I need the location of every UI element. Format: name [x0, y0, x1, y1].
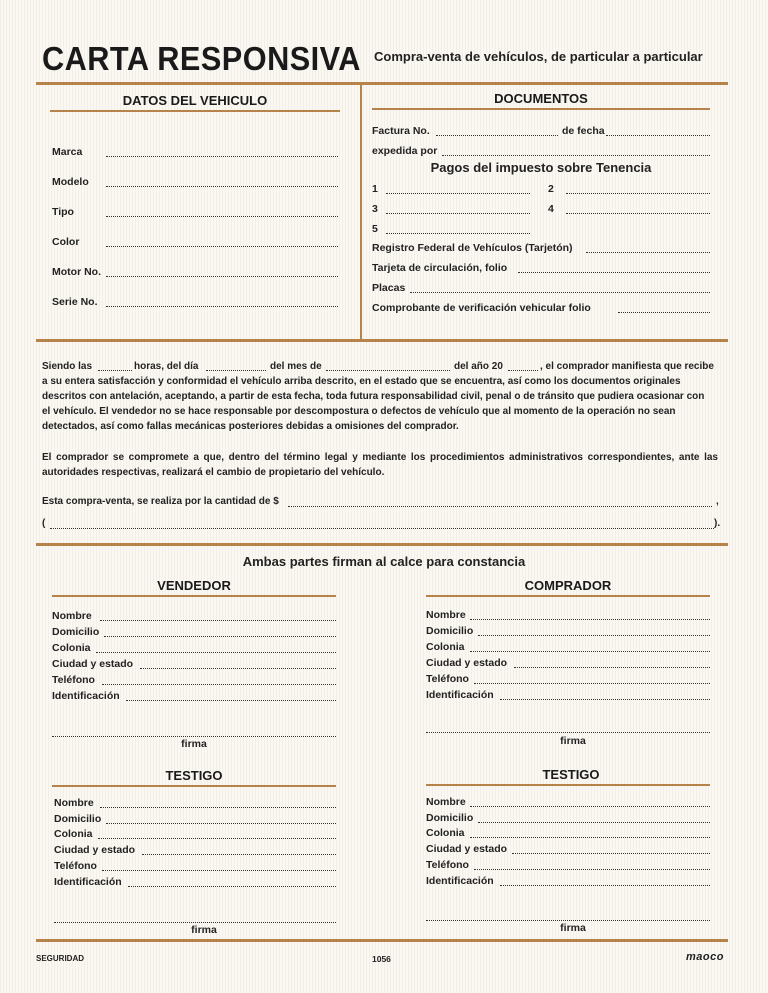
- comma: ,: [716, 496, 719, 507]
- registro-line[interactable]: [586, 244, 710, 253]
- top-rule: [36, 82, 728, 85]
- tarjeta-line[interactable]: [518, 264, 710, 273]
- testigo1-nombre-line[interactable]: [100, 799, 336, 808]
- testigo1-identificacion-line[interactable]: [128, 878, 336, 887]
- tenencia-num: 1: [372, 183, 378, 195]
- testigo2-nombre-label: Nombre: [426, 796, 466, 808]
- expedida-label: expedida por: [372, 145, 438, 157]
- vendedor-nombre-line[interactable]: [100, 612, 336, 621]
- testigo1-telefono-label: Teléfono: [54, 860, 97, 872]
- field-line-color[interactable]: [106, 238, 338, 247]
- recibe-text: , el comprador manifiesta que recibe: [540, 361, 714, 372]
- security-brand: SEGURIDAD: [36, 954, 85, 963]
- horas-line[interactable]: [98, 362, 132, 371]
- factura-line[interactable]: [436, 127, 558, 136]
- comprador-colonia-line[interactable]: [470, 643, 710, 652]
- field-label-tipo: Tipo: [52, 206, 74, 218]
- fecha-line[interactable]: [606, 127, 710, 136]
- comprador-heading: COMPRADOR: [524, 578, 612, 593]
- column-divider: [360, 84, 362, 340]
- body-line: detectados, así como fallas mecánicas posteriores debidas a omisiones del comprador.: [42, 421, 459, 432]
- heading-underline: [52, 785, 336, 787]
- vendedor-heading: VENDEDOR: [157, 578, 231, 593]
- comprador-identificacion-line[interactable]: [500, 691, 710, 700]
- factura-label: Factura No.: [372, 125, 430, 137]
- tenencia-num: 3: [372, 203, 378, 215]
- testigo1-firma-line[interactable]: [54, 914, 336, 923]
- comprador-telefono-line[interactable]: [474, 675, 710, 684]
- vendedor-colonia-line[interactable]: [96, 644, 336, 653]
- placas-label: Placas: [372, 282, 406, 294]
- siendo-text: Siendo las: [42, 361, 93, 372]
- horas-text: horas, del día: [134, 361, 199, 372]
- comprobante-line[interactable]: [618, 304, 710, 313]
- vendedor-domicilio-label: Domicilio: [52, 626, 100, 638]
- vendedor-domicilio-line[interactable]: [104, 628, 336, 637]
- testigo1-identificacion-label: Identificación: [54, 876, 122, 888]
- testigo2-colonia-line[interactable]: [470, 829, 710, 838]
- field-label-color: Color: [52, 236, 80, 248]
- fecha-label: de fecha: [562, 125, 605, 137]
- testigo2-telefono-label: Teléfono: [426, 859, 469, 871]
- vendedor-telefono-label: Teléfono: [52, 674, 95, 686]
- comprador-domicilio-line[interactable]: [478, 627, 710, 636]
- field-line-tipo[interactable]: [106, 208, 338, 217]
- cantidad-line[interactable]: [288, 498, 712, 507]
- field-line-modelo[interactable]: [106, 178, 338, 187]
- tenencia-num: 4: [548, 203, 554, 215]
- body-line: a su entera satisfacción y conformidad el vehículo arriba descrito, en el estado que se encuentra, así como los documentos originales: [42, 376, 681, 387]
- testigo2-identificacion-label: Identificación: [426, 875, 494, 887]
- tarjeta-label: Tarjeta de circulación, folio: [372, 262, 508, 274]
- cantidad-letra-line[interactable]: [50, 520, 714, 529]
- testigo1-telefono-line[interactable]: [102, 862, 336, 871]
- heading-underline: [426, 784, 710, 786]
- registro-label: Registro Federal de Vehículos (Tarjetón): [372, 242, 573, 254]
- comprador-telefono-label: Teléfono: [426, 673, 469, 685]
- testigo1-firma-label: firma: [191, 924, 217, 936]
- vendedor-telefono-line[interactable]: [102, 676, 336, 685]
- testigo2-colonia-label: Colonia: [426, 827, 465, 839]
- mes-text: del mes de: [270, 361, 322, 372]
- comprador-ciudad-label: Ciudad y estado: [426, 657, 508, 669]
- heading-underline: [372, 108, 710, 110]
- comprador-colonia-label: Colonia: [426, 641, 465, 653]
- testigo1-nombre-label: Nombre: [54, 797, 94, 809]
- testigo2-firma-line[interactable]: [426, 912, 710, 921]
- field-line-marca[interactable]: [106, 148, 338, 157]
- comprador-nombre-line[interactable]: [470, 611, 710, 620]
- testigo2-telefono-line[interactable]: [474, 861, 710, 870]
- form-subtitle: Compra-venta de vehículos, de particular a particular: [374, 49, 703, 64]
- comprador-firma-label: firma: [560, 735, 586, 747]
- testigo2-firma-label: firma: [560, 922, 586, 934]
- form-number: 1056: [372, 954, 391, 964]
- testigo1-colonia-line[interactable]: [98, 830, 336, 839]
- anio-line[interactable]: [508, 362, 538, 371]
- comprador-firma-line[interactable]: [426, 724, 710, 733]
- tenencia-line-5[interactable]: [386, 225, 530, 234]
- field-label-serie: Serie No.: [52, 296, 98, 308]
- testigo1-domicilio-line[interactable]: [106, 815, 336, 824]
- vendedor-ciudad-label: Ciudad y estado: [52, 658, 134, 670]
- section-rule: [36, 339, 728, 342]
- heading-underline: [426, 595, 710, 597]
- anio-text: del año 20: [454, 361, 503, 372]
- signatures-heading: Ambas partes firman al calce para constancia: [242, 554, 526, 569]
- tenencia-line-2[interactable]: [566, 185, 710, 194]
- heading-underline: [50, 110, 340, 112]
- section-rule: [36, 543, 728, 546]
- vendedor-ciudad-line[interactable]: [140, 660, 336, 669]
- dia-line[interactable]: [206, 362, 266, 371]
- testigo2-nombre-line[interactable]: [470, 798, 710, 807]
- field-label-motor: Motor No.: [52, 266, 101, 278]
- comprobante-label: Comprobante de verificación vehicular folio: [372, 302, 591, 314]
- heading-underline: [52, 595, 336, 597]
- cantidad-text: Esta compra-venta, se realiza por la cantidad de $: [42, 496, 279, 507]
- testigo2-domicilio-label: Domicilio: [426, 812, 474, 824]
- testigo2-domicilio-line[interactable]: [478, 814, 710, 823]
- testigo-left-heading: TESTIGO: [165, 768, 223, 783]
- tenencia-num: 5: [372, 223, 378, 235]
- body-line: descritos con antelación, aceptando, a partir de esta fecha, toda futura responsabilidad civil, penal o de tránsito que pudiera ocasionar con: [42, 391, 705, 402]
- vendedor-firma-label: firma: [181, 738, 207, 750]
- comprador-identificacion-label: Identificación: [426, 689, 494, 701]
- body-line: el vehículo. El vendedor no se hace responsable por descompostura o defectos de vehículo que al momento de la operación no sean: [42, 406, 676, 417]
- field-label-marca: Marca: [52, 146, 83, 158]
- placas-line[interactable]: [410, 284, 710, 293]
- tenencia-num: 2: [548, 183, 554, 195]
- vendedor-identificacion-label: Identificación: [52, 690, 120, 702]
- testigo1-ciudad-label: Ciudad y estado: [54, 844, 136, 856]
- testigo1-ciudad-line[interactable]: [142, 846, 336, 855]
- testigo-right-heading: TESTIGO: [542, 767, 600, 782]
- form-title: CARTA RESPONSIVA: [42, 40, 361, 77]
- vehicle-heading: DATOS DEL VEHICULO: [122, 93, 268, 108]
- vendedor-nombre-label: Nombre: [52, 610, 92, 622]
- tenencia-title: Pagos del impuesto sobre Tenencia: [430, 160, 652, 175]
- testigo1-domicilio-label: Domicilio: [54, 813, 102, 825]
- testigo1-colonia-label: Colonia: [54, 828, 93, 840]
- tenencia-line-3[interactable]: [386, 205, 530, 214]
- testigo2-ciudad-label: Ciudad y estado: [426, 843, 508, 855]
- field-label-modelo: Modelo: [52, 176, 89, 188]
- publisher-logo: maoco: [686, 951, 724, 963]
- comprador-ciudad-line[interactable]: [514, 659, 710, 668]
- documents-heading: DOCUMENTOS: [494, 91, 588, 106]
- vendedor-colonia-label: Colonia: [52, 642, 91, 654]
- commitment-paragraph: El comprador se compromete a que, dentro del término legal y mediante los procedimientos administrativos correspondientes, ante las autoridades respectivas, realizará el cambio de propietario del vehículo.: [42, 452, 718, 478]
- bottom-rule: [36, 939, 728, 942]
- vendedor-identificacion-line[interactable]: [126, 692, 336, 701]
- vendedor-firma-line[interactable]: [52, 728, 336, 737]
- testigo2-identificacion-line[interactable]: [500, 877, 710, 886]
- field-line-serie[interactable]: [106, 298, 338, 307]
- open-paren: (: [42, 518, 46, 529]
- comprador-nombre-label: Nombre: [426, 609, 466, 621]
- testigo2-ciudad-line[interactable]: [512, 845, 710, 854]
- field-line-motor[interactable]: [106, 268, 338, 277]
- tenencia-line-4[interactable]: [566, 205, 710, 214]
- comprador-domicilio-label: Domicilio: [426, 625, 474, 637]
- expedida-line[interactable]: [442, 147, 710, 156]
- mes-line[interactable]: [326, 362, 450, 371]
- tenencia-line-1[interactable]: [386, 185, 530, 194]
- close-paren: ).: [714, 518, 721, 529]
